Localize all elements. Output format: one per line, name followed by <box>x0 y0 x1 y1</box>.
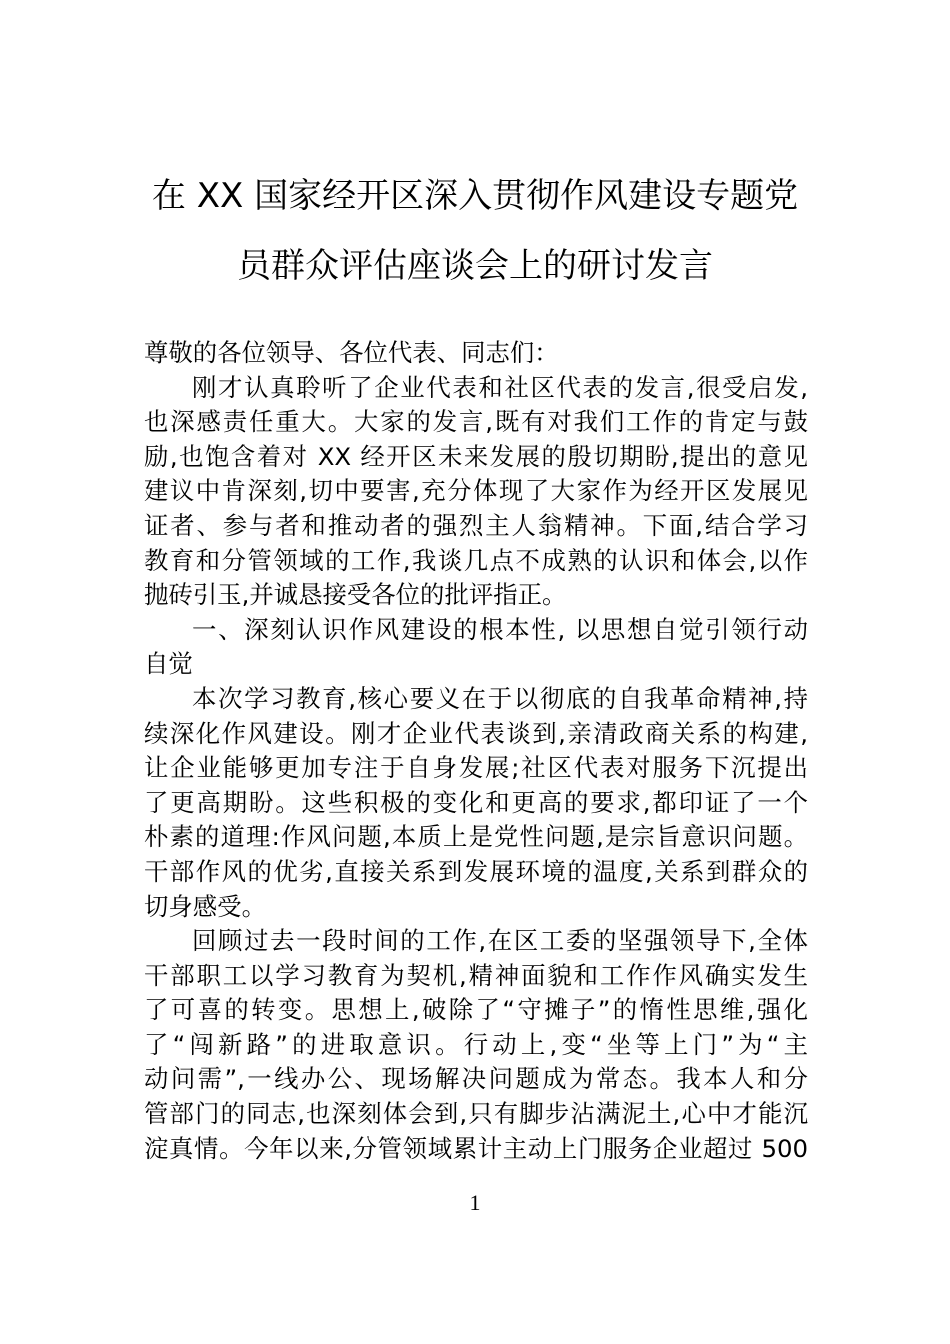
paragraph-opening <box>144 371 808 613</box>
paragraph-line: 了“闯新路”的进取意识。行动上,变“坐等上门”为“主 <box>144 1029 808 1059</box>
paragraph-line: 让企业能够更加专注于自身发展;社区代表对服务下沉提出 <box>144 753 808 783</box>
heading-line: 自觉 <box>144 649 193 679</box>
paragraph-line: 干部职工以学习教育为契机,精神面貌和工作作风确实发生 <box>144 960 808 990</box>
document-title-line-1: 在 XX 国家经开区深入贯彻作风建设专题党 <box>151 176 799 216</box>
paragraph-line: 励,也饱含着对 XX 经开区未来发展的殷切期盼,提出的意见 <box>144 441 808 471</box>
document-body <box>144 336 808 1166</box>
paragraph-line: 朴素的道理:作风问题,本质上是党性问题,是宗旨意识问题。 <box>144 822 808 852</box>
paragraph-line: 切身感受。 <box>144 891 266 921</box>
paragraph-line: 干部作风的优劣,直接关系到发展环境的温度,关系到群众的 <box>144 856 808 886</box>
paragraph-line: 了更高期盼。这些积极的变化和更高的要求,都印证了一个 <box>144 787 808 817</box>
paragraph-line: 本次学习教育,核心要义在于以彻底的自我革命精神,持 <box>192 683 808 713</box>
paragraph-line: 续深化作风建设。刚才企业代表谈到,亲清政商关系的构建, <box>144 718 808 748</box>
paragraph-line: 刚才认真聆听了企业代表和社区代表的发言,很受启发, <box>192 372 808 402</box>
page-number: 1 <box>469 1190 481 1215</box>
salutation: 尊敬的各位领导、各位代表、同志们： <box>144 338 559 367</box>
paragraph-line: 教育和分管领域的工作,我谈几点不成熟的认识和体会,以作 <box>144 545 808 575</box>
paragraph-line: 抛砖引玉,并诚恳接受各位的批评指正。 <box>144 580 567 610</box>
paragraph-line: 建议中肯深刻,切中要害,充分体现了大家作为经开区发展见 <box>144 476 808 506</box>
heading-line: 一、深刻认识作风建设的根本性, 以思想自觉引领行动 <box>192 614 808 644</box>
paragraph-line: 淀真情。今年以来,分管领域累计主动上门服务企业超过 500 <box>144 1133 808 1163</box>
paragraph-line: 了可喜的转变。思想上,破除了“守摊子”的惰性思维,强化 <box>144 995 808 1025</box>
paragraph-line: 证者、参与者和推动者的强烈主人翁精神。下面,结合学习 <box>144 510 808 540</box>
paragraph-review <box>144 924 808 1166</box>
paragraph-line: 回顾过去一段时间的工作,在区工委的坚强领导下,全体 <box>192 926 808 956</box>
section-heading-1 <box>144 613 808 682</box>
paragraph-line: 动问需”,一线办公、现场解决问题成为常态。我本人和分 <box>144 1064 808 1094</box>
paragraph-line: 也深感责任重大。大家的发言,既有对我们工作的肯定与鼓 <box>144 407 808 437</box>
paragraph-line: 管部门的同志,也深刻体会到,只有脚步沾满泥土,心中才能沉 <box>144 1099 808 1129</box>
document-title-line-2: 员群众评估座谈会上的研讨发言 <box>237 246 713 286</box>
paragraph-work-style <box>144 682 808 924</box>
